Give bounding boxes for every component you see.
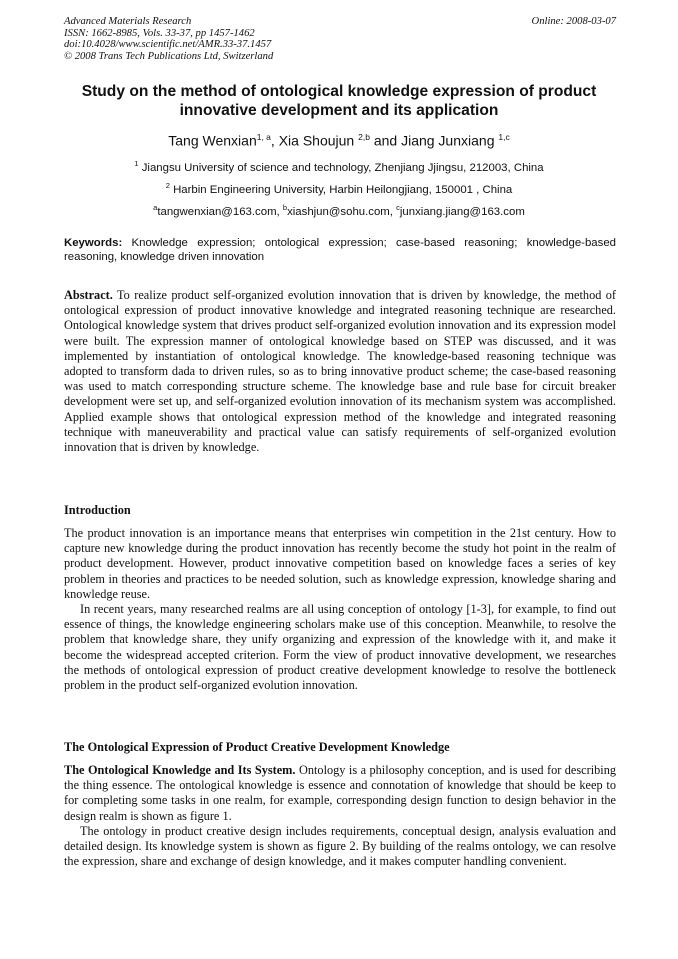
keywords-label: Keywords:: [64, 237, 123, 249]
abstract-label: Abstract.: [64, 288, 113, 302]
affiliation-1: [50, 157, 628, 175]
author-name: Jiang Junxiang: [401, 132, 495, 149]
author-superscript: 1, a: [256, 132, 271, 142]
author-superscript: 1,c: [498, 132, 510, 142]
keywords-text: Knowledge expression; ontological expression; case-based reasoning; knowledge-based reasoning, knowledge driven innovation: [64, 237, 616, 263]
paragraph: In recent years, many researched realms are all using conception of ontology [1-3], for example, to find out essence of things, the knowledge engineering scholars make use of this conception. Meanwhile, to resolve the problem that knowledge share, they unify organizing and expression of the knowledge with it, and make it become the widespread accepted criterion. Form the view of product innovative development, we researches the methods of ontological expression of product creative development knowledge to resolve the bottleneck problem in the product self-organized evolution innovation.: [64, 602, 616, 693]
email-mark: c: [396, 203, 400, 212]
affiliation-number: 1: [134, 159, 139, 168]
author-separator: ,: [270, 132, 275, 149]
introduction-body: [64, 526, 616, 693]
copyright-line: © 2008 Trans Tech Publications Ltd, Switzerland: [64, 50, 274, 62]
abstract: [64, 288, 616, 455]
paragraph: The ontology in product creative design includes requirements, conceptual design, analysis evaluation and detailed design. Its knowledge system is shown as figure 2. By building of the realms ontology, we can resolve the expression, share and exchange of design knowledge, and it makes computer handling convenient.: [64, 823, 616, 869]
author-name: Tang Wenxian: [168, 132, 257, 149]
section-heading-ontological-expression: The Ontological Expression of Product Creative Development Knowledge: [64, 740, 450, 754]
journal-name: Advanced Materials Research: [64, 16, 192, 27]
keywords: [64, 236, 616, 264]
author-separator: and: [373, 132, 398, 149]
section2-body: [64, 763, 616, 869]
affiliation-text: Harbin Engineering University, Harbin Heilongjiang, 150001 , China: [173, 183, 513, 196]
email-line: [50, 201, 628, 219]
email-address: tangwenxian@163.com,: [157, 205, 283, 218]
paragraph-text: Ontology is a philosophy conception, and is used for describing the thing essence. The ontological knowledge is essence and connotation of knowledge that should be keep to for completing some tasks in one realm, for example, corresponding design function to design behavior in the design realm is shown as figure 1.: [64, 763, 617, 823]
email-address: xiashjun@sohu.com,: [287, 205, 397, 218]
email-address: junxiang.jiang@163.com: [399, 205, 525, 218]
online-date: Online: 2008-03-07: [531, 16, 616, 27]
email-mark: a: [153, 203, 158, 212]
subsection-label: The Ontological Knowledge and Its System.: [64, 763, 296, 777]
email-mark: b: [282, 203, 288, 212]
affiliation-text: Jiangsu University of science and technology, Zhenjiang Jjingsu, 212003, China: [141, 161, 544, 174]
author-name: Xia Shoujun: [278, 132, 355, 149]
abstract-text: To realize product self-organized evolution innovation that is driven by knowledge, the method of ontological expression of product innovative knowledge and integrated reasoning technique are researched. Ontological knowledge system that drives product self-organized evolution innovation and its expression model were built. The expression manner of ontological knowledge based on STEP was discussed, and it was implemented by instantiation of ontological knowledge. The knowledge-based reasoning technique was adopted to transform dada to driven rules, so as to bring innovative product scheme; the case-based reasoning was used to match corresponding structure scheme. The knowledge base and rule base for circuit breaker development were set up, and self-organized evolution innovation of its mechanism system was accomplished. Applied example shows that ontological expression method of the knowledge and integrated reasoning technique with maneuverability and practical value can satisfy requirements of self-organized evolution innovation that is driven by knowledge.: [64, 288, 617, 455]
affiliation-2: [50, 179, 628, 197]
paragraph: [64, 763, 616, 824]
doi-line: doi:10.4028/www.scientific.net/AMR.33-37.1457: [64, 39, 272, 51]
author-line: [50, 128, 628, 150]
affiliation-number: 2: [165, 181, 170, 190]
author-superscript: 2,b: [358, 132, 370, 142]
issn-line: ISSN: 1662-8985, Vols. 33-37, pp 1457-1462: [64, 27, 255, 39]
paper-title: Study on the method of ontological knowledge expression of product innovative development and its application: [81, 83, 597, 119]
paragraph: The product innovation is an importance means that enterprises win competition in the 21st century. How to capture new knowledge during the product innovation has recently become the study hot point in the realm of product development. However, product innovative competition based on knowledge faces a series of key problem in theories and practices to be needed solution, such as knowledge expression, knowledge sharing and knowledge reuse.: [64, 526, 616, 601]
section-heading-introduction: Introduction: [64, 503, 131, 517]
journal-header: [64, 16, 616, 62]
